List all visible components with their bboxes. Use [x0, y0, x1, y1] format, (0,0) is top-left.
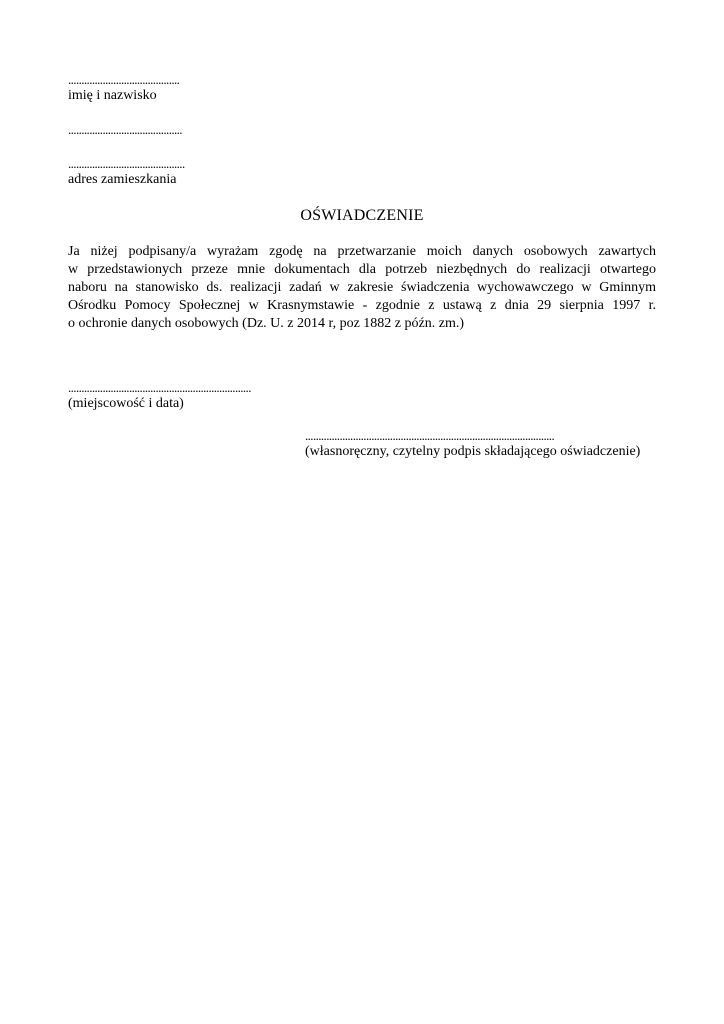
statement-line: Ja niżej podpisany/a wyrażam zgodę na przetwarzanie moich danych osobowych zawartych: [68, 244, 656, 259]
address-dotted-line-2: ............................................: [68, 156, 185, 171]
statement-line: w przedstawionych przeze mnie dokumentach dla potrzeb niezbędnych do realizacji otwartego: [68, 262, 656, 277]
place-date-label: (miejscowość i data): [68, 396, 184, 411]
statement-line: o ochronie danych osobowych (Dz. U. z 2014 r, poz 1882 z późn. zm.): [68, 316, 464, 331]
place-date-dotted-line: .....................................................................: [68, 380, 251, 395]
signature-label: (własnoręczny, czytelny podpis składającego oświadczenie): [305, 444, 641, 459]
address-dotted-line-1: ...........................................: [68, 122, 182, 137]
name-label: imię i nazwisko: [68, 88, 157, 103]
signature-dotted-line: ..............................................................................................: [305, 428, 555, 443]
statement-paragraph: [68, 243, 656, 333]
address-label: adres zamieszkania: [68, 172, 177, 187]
document-title: OŚWIADCZENIE: [300, 207, 424, 224]
name-dotted-line: ..........................................: [68, 72, 180, 87]
statement-line: Ośrodku Pomocy Społecznej w Krasnymstawie - zgodnie z ustawą z dnia 29 sierpnia 1997 r.: [68, 298, 656, 313]
statement-line: naboru na stanowisko ds. realizacji zadań w zakresie świadczenia wychowawczego w Gminnym: [68, 280, 656, 295]
